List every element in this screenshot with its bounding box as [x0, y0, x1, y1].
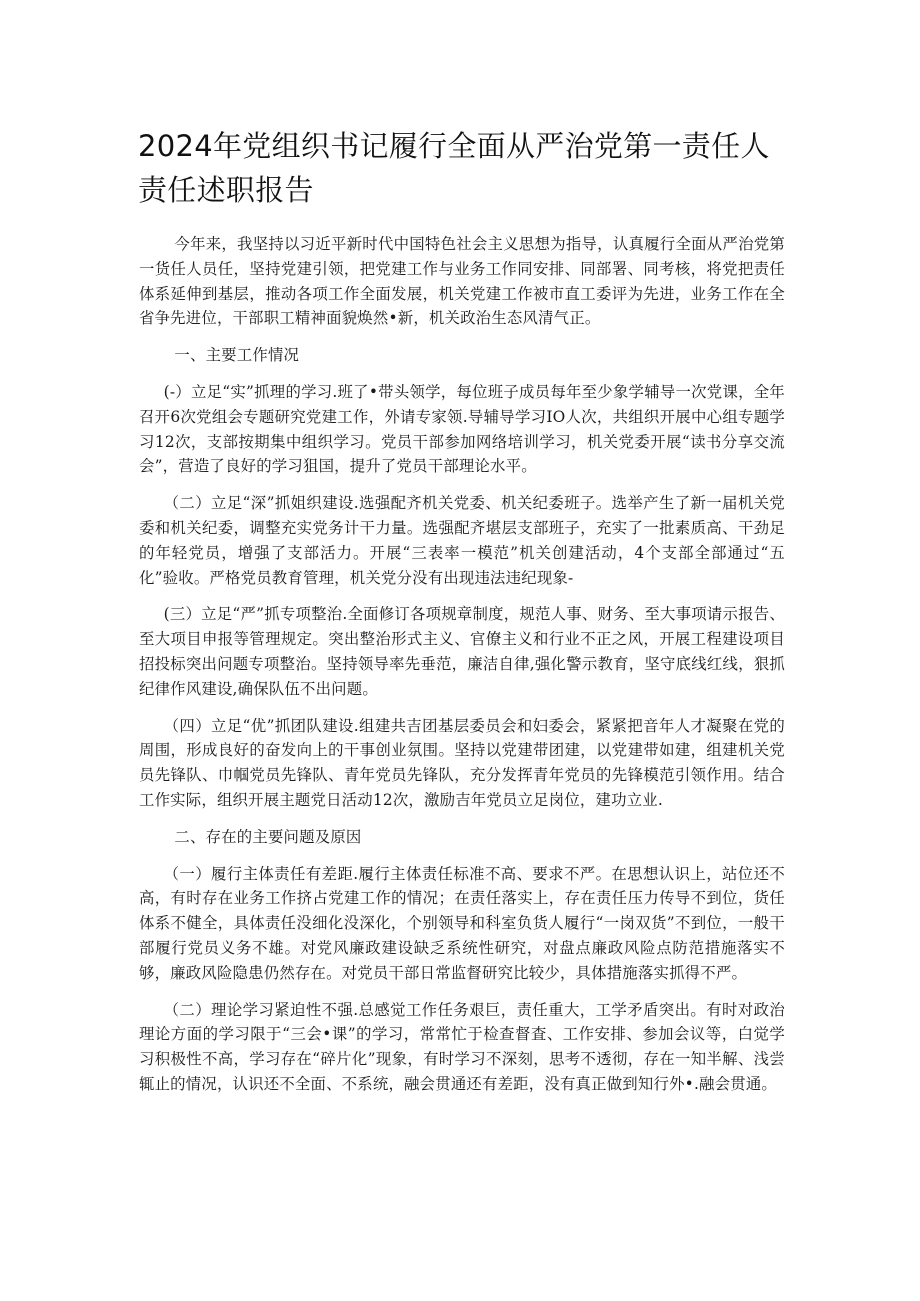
section-heading-problems: 二、存在的主要问题及原因	[174, 827, 362, 846]
paragraph-team-building: （四）立足“优”抓团队建设.组建共吉团基层委员会和妇委会，紧紧把音年人才凝聚在党的周围，形成良好的奋发向上的干事创业氛围。坚持以党建带团建，以党建带如建，组建机关党员先锋队、巾帼党员先锋队、青年党员先锋队，充分发挥青年党员的先锋模范引领作用。结合工作实际，组织开展主题党日活动12次，激励吉年党员立足岗位，建功立业.	[139, 716, 785, 809]
paragraph-study: (-）立足“实”抓理的学习.班了•带头领学，每位班子成员每年至少象学辅导一次党课，全年召开6次党组会专题研究党建工作，外请专家领.导辅导学习IO人次，共组织开展中心组专题学习12次，支部按期集中组织学习。党员干部参加网络培训学习，机关党委开展“读书分享交流会”，营造了良好的学习狙国，提升了党员干部理论水平。	[139, 382, 785, 476]
document-body	[139, 232, 785, 1109]
section-heading-main-work: 一、主要工作情况	[174, 346, 300, 365]
intro-paragraph: 今年来，我坚持以习近平新时代中国特色社会主义思想为指导，认真履行全面从严治党第一货任人员任，坚持党建引领，把党建工作与业务工作同安排、同部署、同考核，将党把责任体系延伸到基层，推动各项工作全面发展，机关党建工作被市直工委评为先进，业务工作在全省争先进位，干部职工精神面貌焕然•新，机关政治生态风清气正。	[139, 235, 785, 328]
paragraph-organization: （二）立足“深”抓姐织建设.选强配齐机关党委、机关纪委班子。选举产生了新一届机关党委和机关纪委，调整充实党务计干力量。选强配齐堪层支部班子，充实了一批素质高、干劲足的年轻党员，增强了支部活力。开展“三表率一模范”机关创建活动，4个支部全部通过“五化”验收。严格党员教育管理，机关党分没有出现违法违纪现象-	[139, 494, 785, 587]
paragraph-responsibility-gap: （一）履行主体责任有差距.履行主体责任标准不高、要求不严。在思想认识上，站位还不高，有时存在业务工作挤占党建工作的情况；在责任落实上，存在责任压力传导不到位，货任体系不健全，具体责任没细化没深化，个别领导和科室负货人履行“一岗双货”不到位，一般干部履行党员义务不雄。对党风廉政建设缺乏系统性研究，对盘点廉政风险点防范措施落实不够，廉政风险隐患仍然存在。对党员干部日常监督研究比较少，具体措施落实抓得不严。	[139, 864, 785, 982]
document-title: 2024年党组织书记履行全面从严治党第一责任人责任述职报告	[138, 129, 770, 207]
paragraph-rectification: (三）立足“严”抓专项整治.全面修订各项规章制度，规范人事、财务、至大事项请示报告、至大项目申报等管理规定。突出整治形式主义、官僚主义和行业不正之风，开展工程建设项目招投标突出问题专项整治。坚持领导率先垂范，廉洁自律,强化警示教育，坚守底线红线，狠抓纪律作风建设,确保队伍不出问题。	[139, 605, 785, 698]
paragraph-theory-study: （二）理论学习紧迫性不强.总感觉工作任务艰巨，责任重大，工学矛盾突出。有时对政治理论方面的学习限于“三会•课”的学习，常常忙于检查督査、工作安排、参加会议等，白觉学习积极性不高，学习存在“碎片化”现象，有时学习不深刻，思考不透彻，存在一知半解、浅尝辄止的情况，认识还不全面、不系统，融会贯通还有差距，没有真正做到知行外•.融会贯通。	[139, 1000, 785, 1093]
